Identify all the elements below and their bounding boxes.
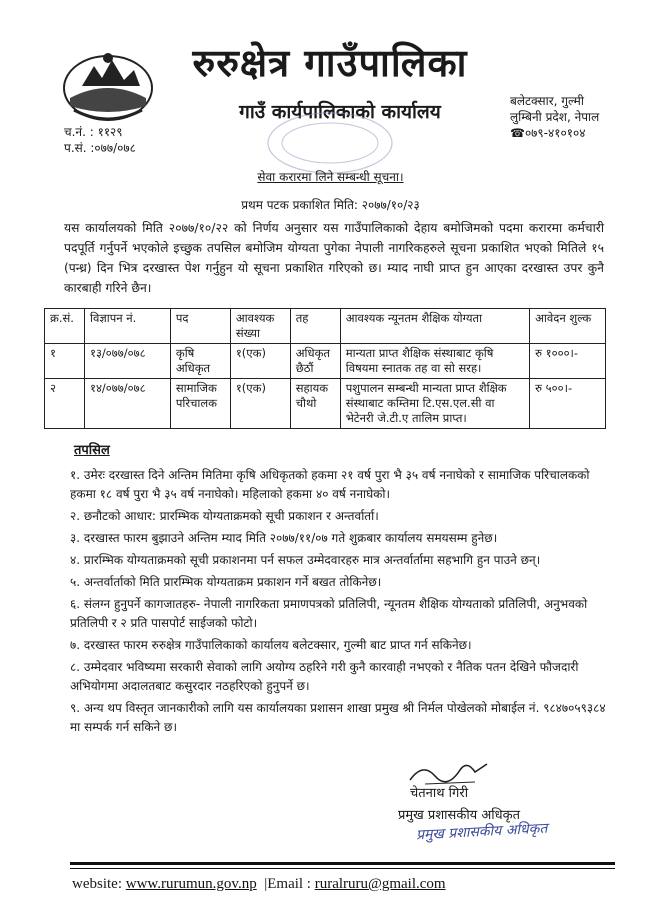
nepal-emblem-logo — [62, 48, 154, 122]
table-cell: १३/०७७/०७८ — [84, 344, 170, 379]
header-cell: पद — [170, 309, 230, 344]
list-item: १. उमेरः दरखास्त दिने अन्तिम मितिमा कृषि अधिकृतको हकमा २१ वर्ष पुरा भै ३५ वर्ष ननाघेको र सामाजिक परिचालकको हकमा १८ वर्ष पुरा भै ३५ वर्ष ननाघेको। महिलाको हकमा ४० वर्ष ननाघेको। — [70, 468, 590, 501]
table-cell: रु ५००।- — [530, 379, 606, 429]
table-cell: १४/०७७/०७८ — [84, 379, 170, 429]
dispatch-number: च.नं. : ११२९ — [64, 125, 123, 139]
table-cell: कृषि अधिकृत — [170, 344, 230, 379]
table-cell: १(एक) — [230, 379, 290, 429]
municipality-title: रुरुक्षेत्र गाउँपालिका — [192, 41, 468, 85]
website-link[interactable]: www.rurumun.gov.np — [125, 876, 257, 892]
footer-divider-thin — [70, 868, 615, 869]
list-item: २. छनौटको आधार: प्रारम्भिक योग्यताक्रमको सूची प्रकाशन र अन्तर्वार्ता। — [70, 509, 379, 523]
table-cell: अधिकृत छैठौं — [290, 344, 340, 379]
table-cell: मान्यता प्राप्त शैक्षिक संस्थाबाट कृषि विषयमा स्नातक तह वा सो सरह। — [340, 344, 529, 379]
table-cell: १(एक) — [230, 344, 290, 379]
table-cell: पशुपालन सम्बन्धी मान्यता प्राप्त शैक्षिक संस्थाबाट कम्तिमा टि.एस.एल.सी वा भेटेनरी जे.टी.ए तालिम प्राप्त। — [340, 379, 529, 429]
list-item: ५. अन्तर्वार्ताको मिति प्रारम्भिक योग्यताक्रम प्रकाशन गर्ने बखत तोकिनेछ। — [70, 575, 382, 589]
address-line: बलेटक्सार, गुल्मी — [510, 94, 584, 108]
notice-body: यस कार्यालयको मिति २०७७/१०/२२ को निर्णय अनुसार यस गाउँपालिकाको देहाय बमोजिमको पदमा करारमा कर्मचारी पदपूर्ति गर्नुपर्ने भएकोले इच्छुक तपसिल बमोजिम योग्यता पुगेका नेपाली नागरिकहरुले सूचना प्रकाशित भएको मितिले १५ (पन्ध्र) दिन भित्र दरखास्त पेश गर्नुहुन यो सूचना प्रकाशित गरिएको छ। म्याद नाघी प्राप्त हुन आएका दरखास्त उपर कुनै कारबाही गरिने छैन। — [64, 221, 604, 295]
header-cell: आवश्यक न्यूनतम शैक्षिक योग्यता — [340, 309, 529, 344]
list-item: ८. उम्मेदवार भविष्यमा सरकारी सेवाको लागि अयोग्य ठहरिने गरी कुनै कारवाही नभएको र नैतिक पतन देखिने फौजदारी अभियोगमा अदालतबाट कसुरदार नठहरिएको हुनुपर्ने छ। — [70, 660, 579, 693]
list-item: ४. प्रारम्भिक योग्यताक्रमको सूची प्रकाशनमा पर्न सफल उम्मेदवारहरु मात्र अन्तर्वार्तामा सहभागि हुन पाउने छन्। — [70, 553, 541, 567]
notes-heading: तपसिल — [74, 443, 110, 458]
table-row — [45, 379, 606, 429]
signer-name: चेतनाथ गिरी — [410, 786, 469, 801]
table-row — [45, 344, 606, 379]
table-cell: १ — [45, 344, 85, 379]
signer-title: प्रमुख प्रशासकीय अधिकृत — [398, 808, 521, 823]
footer: website: www.rurumun.gov.np |Email : ruralruru@gmail.com — [72, 876, 446, 892]
table-header-row — [45, 309, 606, 344]
header-cell: तह — [290, 309, 340, 344]
office-subtitle: गाउँ कार्यपालिकाको कार्यालय — [239, 101, 441, 123]
table-cell: रु १०००।- — [530, 344, 606, 379]
email-label: Email : — [267, 876, 311, 892]
header-cell: आवश्यक संख्या — [230, 309, 290, 344]
letter-number: प.सं. :०७७/०७८ — [64, 141, 136, 155]
table-cell: सहायक चौथो — [290, 379, 340, 429]
footer-divider — [70, 862, 615, 865]
header-cell: विज्ञापन नं. — [84, 309, 170, 344]
email-link[interactable]: ruralruru@gmail.com — [314, 876, 446, 892]
header-cell: आवेदन शुल्क — [530, 309, 606, 344]
notice-title: सेवा करारमा लिने सम्बन्धी सूचना। — [257, 170, 404, 184]
website-label: website: — [72, 876, 122, 892]
table-cell: २ — [45, 379, 85, 429]
notes-list — [70, 466, 610, 740]
address-line: लुम्बिनी प्रदेश, नेपाल — [510, 110, 600, 124]
publish-date: प्रथम पटक प्रकाशित मिति: २०७७/१०/२३ — [241, 198, 420, 212]
reference-numbers — [64, 124, 136, 156]
list-item: ९. अन्य थप विस्तृत जानकारीको लागि यस कार्यालयका प्रशासन शाखा प्रमुख श्री निर्मल पोखेलको मोबाईल नं. ९८४७०५९३८४ मा सम्पर्क गर्न सकिने छ। — [70, 701, 606, 734]
office-address — [510, 93, 599, 141]
header-cell: क्र.सं. — [45, 309, 85, 344]
table-cell: सामाजिक परिचालक — [170, 379, 230, 429]
vacancy-table — [44, 308, 606, 429]
list-item: ७. दरखास्त फारम रुरुक्षेत्र गाउँपालिकाको कार्यालय बलेटक्सार, गुल्मी बाट प्राप्त गर्न सकिनेछ। — [70, 638, 472, 652]
phone-line: ☎०७९-४१०१०४ — [510, 126, 586, 140]
designation-stamp: प्रमुख प्रशासकीय अधिकृत — [415, 820, 548, 844]
list-item: ३. दरखास्त फारम बुझाउने अन्तिम म्याद मिति २०७७/११/०७ गते शुक्रबार कार्यालय समयसम्म हुनेछ। — [70, 531, 498, 545]
list-item: ६. संलग्न हुनुपर्ने कागजातहरु- नेपाली नागरिकता प्रमाणपत्रको प्रतिलिपी, न्यूनतम शैक्षिक योग्यताको प्रतिलिपी, अनुभवको प्रतिलिपी र २ प्रति पासपोर्ट साईजको फोटो। — [70, 597, 588, 630]
